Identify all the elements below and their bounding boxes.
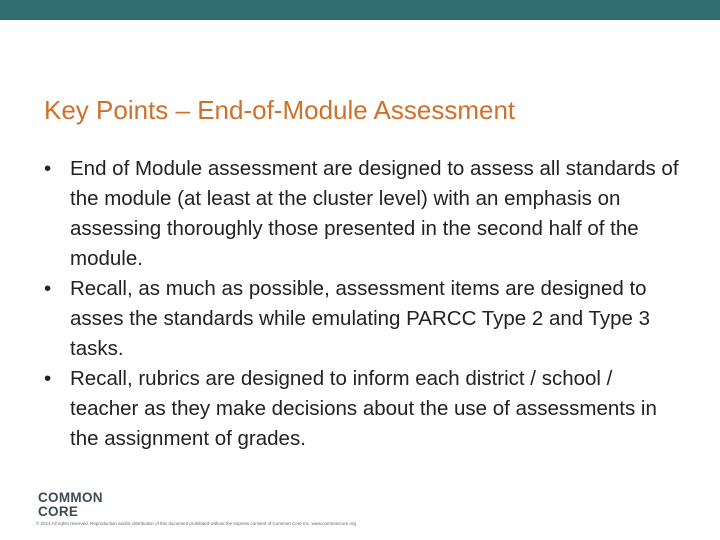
common-core-logo xyxy=(38,491,148,519)
bullet-text: Recall, rubrics are designed to inform each district / school / teacher as they make decisions about the use of assessments in the assignment of grades. xyxy=(70,367,657,450)
bullet-list xyxy=(44,154,684,454)
bullet-text: Recall, as much as possible, assessment items are designed to asses the standards while emulating PARCC Type 2 and Type 3 tasks. xyxy=(70,277,651,360)
bullet-item xyxy=(44,274,684,364)
slide-title: Key Points – End-of-Module Assessment xyxy=(44,95,516,125)
logo-line-core: CORE xyxy=(38,504,79,519)
bullet-dot-icon: • xyxy=(44,367,52,390)
bullet-item xyxy=(44,154,684,274)
logo-line-common: COMMON xyxy=(38,490,103,505)
top-bar xyxy=(0,0,720,20)
bullet-dot-icon: • xyxy=(44,157,52,180)
bullet-item xyxy=(44,364,684,454)
copyright-notice: © 2014 All rights reserved. Reproduction and/or distribution of this document prohibited without the express consent of Common Core Inc. www.commoncore.org xyxy=(36,521,356,526)
bullet-dot-icon: • xyxy=(44,277,52,300)
bullet-text: End of Module assessment are designed to assess all standards of the module (at least at the cluster level) with an emphasis on assessing thoroughly those presented in the second half of the module. xyxy=(70,157,679,270)
